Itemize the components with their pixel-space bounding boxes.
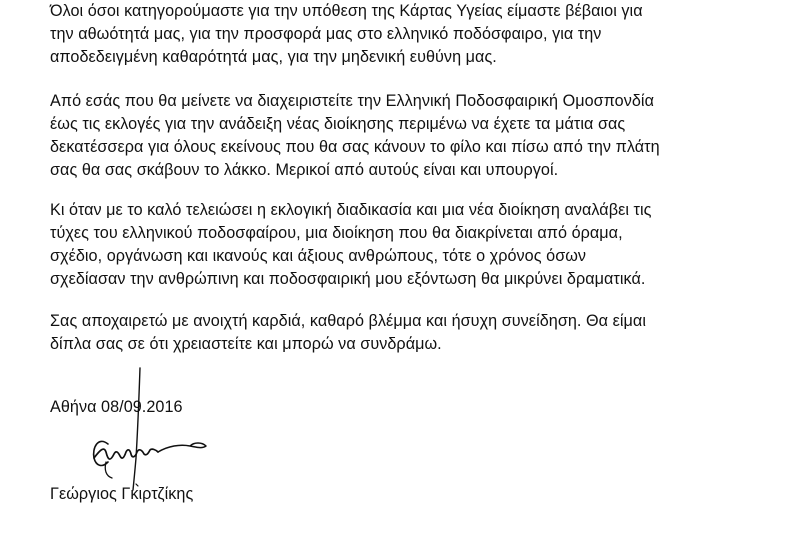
paragraph-2 <box>50 90 790 182</box>
text-line: Όλοι όσοι κατηγορούμαστε για την υπόθεση της Κάρτας Υγείας είμαστε βέβαιοι για <box>50 2 643 20</box>
text-line: δεκατέσσερα για όλους εκείνους που θα σας κάνουν το φίλο και πίσω από την πλάτη <box>50 138 660 156</box>
signatory-name: Γεώργιος Γκιρτζίκης <box>50 485 194 503</box>
text-line: Σας αποχαιρετώ με ανοιχτή καρδιά, καθαρό βλέμμα και ήσυχη συνείδηση. Θα είμαι <box>50 312 646 330</box>
text-line: την αθωότητά μας, για την προσφορά μας στο ελληνικό ποδόσφαιρο, για την <box>50 25 602 43</box>
text-line: δίπλα σας σε ότι χρειαστείτε και μπορώ να συνδράμω. <box>50 335 442 353</box>
paragraph-3 <box>50 199 790 291</box>
text-line: Από εσάς που θα μείνετε να διαχειριστείτε την Ελληνική Ποδοσφαιρική Ομοσπονδία <box>50 92 654 110</box>
text-line: σχεδίασαν την ανθρώπινη και ποδοσφαιρική μου εξόντωση θα μικρύνει δραματικά. <box>50 270 646 288</box>
paragraph-1 <box>50 0 790 69</box>
text-line: σχέδιο, οργάνωση και ικανούς και άξιους ανθρώπους, τότε ο χρόνος όσων <box>50 247 587 265</box>
place-date: Αθήνα 08/09.2016 <box>50 398 183 416</box>
text-line: αποδεδειγμένη καθαρότητά μας, για την μηδενική ευθύνη μας. <box>50 48 497 66</box>
text-line: τύχες του ελληνικού ποδοσφαίρου, μια διοίκηση που θα διακρίνεται από όραμα, <box>50 224 623 242</box>
text-line: σας θα σας σκάβουν το λάκκο. Μερικοί από αυτούς είναι και υπουργοί. <box>50 161 559 179</box>
text-line: Κι όταν με το καλό τελειώσει η εκλογική διαδικασία και μια νέα διοίκηση αναλάβει τις <box>50 201 652 219</box>
text-line: έως τις εκλογές για την ανάδειξη νέας διοίκησης περιμένω να έχετε τα μάτια σας <box>50 115 626 133</box>
paragraph-4 <box>50 310 790 356</box>
